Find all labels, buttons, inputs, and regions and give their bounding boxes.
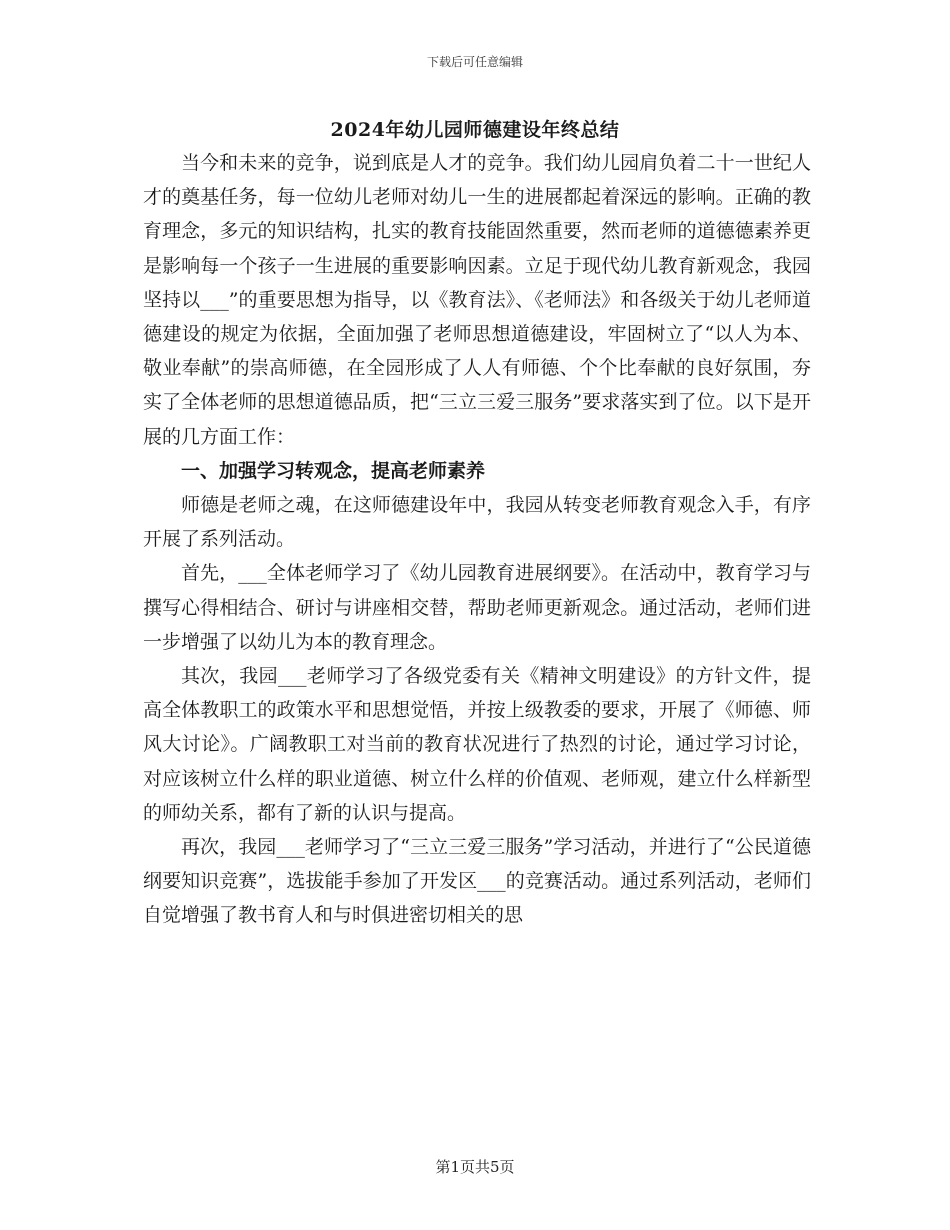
document-body bbox=[143, 146, 811, 933]
document-title: 2024年幼儿园师德建设年终总结 bbox=[330, 119, 620, 141]
section-heading-1: 一、加强学习转观念，提高老师素养 bbox=[181, 459, 486, 482]
body-paragraph: 首先，___全体老师学习了《幼儿园教育进展纲要》。在活动中，教育学习与撰写心得相结合、研讨与讲座相交替，帮助老师更新观念。通过活动，老师们进一步增强了以幼儿为本的教育理念。 bbox=[143, 562, 811, 653]
body-paragraph: 其次，我园___老师学习了各级党委有关《精神文明建设》的方针文件，提高全体教职工的政策水平和思想觉悟，并按上级教委的要求，开展了《师德、师风大讨论》。广阔教职工对当前的教育状况进行了热烈的讨论，通过学习讨论，对应该树立什么样的职业道德、树立什么样的价值观、老师观，建立什么样新型的师幼关系，都有了新的认识与提高。 bbox=[143, 665, 811, 824]
body-paragraph: 师德是老师之魂，在这师德建设年中，我园从转变老师教育观念入手，有序开展了系列活动。 bbox=[143, 494, 811, 551]
header-note: 下载后可任意编辑 bbox=[426, 55, 523, 69]
body-paragraph: 再次，我园___老师学习了“三立三爱三服务”学习活动，并进行了“公民道德纲要知识竞赛”，选拔能手参加了开发区___的竞赛活动。通过系列活动，老师们自觉增强了教书育人和与时俱进密切相关的思 bbox=[143, 836, 811, 927]
intro-paragraph: 当今和未来的竞争，说到底是人才的竞争。我们幼儿园肩负着二十一世纪人才的奠基任务，每一位幼儿老师对幼儿一生的进展都起着深远的影响。正确的教育理念，多元的知识结构，扎实的教育技能固然重要，然而老师的道德德素养更是影响每一个孩子一生进展的重要影响因素。立足于现代幼儿教育新观念，我园坚持以___”的重要思想为指导，以《教育法》、《老师法》和各级关于幼儿老师道德建设的规定为依据，全面加强了老师思想道德建设，牢固树立了“以人为本、敬业奉献”的崇高师德，在全园形成了人人有师德、个个比奉献的良好氛围，夯实了全体老师的思想道德品质，把“三立三爱三服务”要求落实到了位。以下是开展的几方面工作： bbox=[143, 152, 811, 448]
page-number: 第1页共5页 bbox=[435, 1158, 515, 1176]
